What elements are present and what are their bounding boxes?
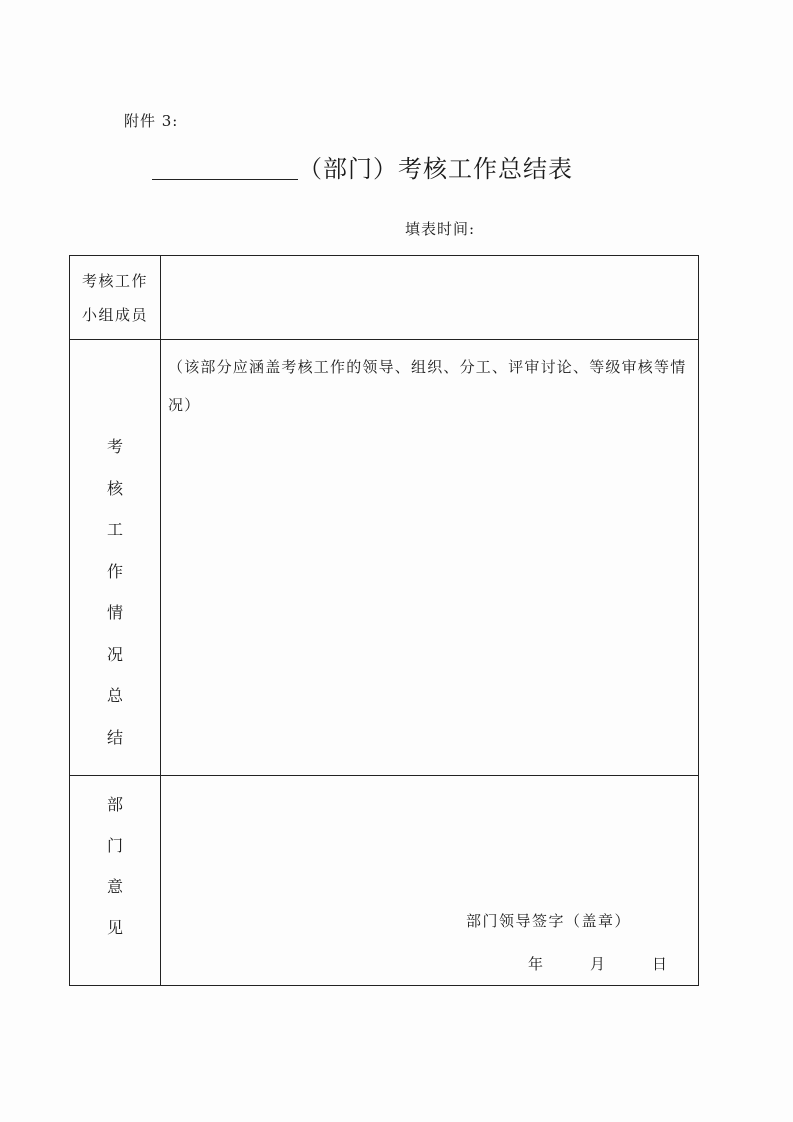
summary-label-char: 考	[106, 437, 123, 456]
summary-label-char: 作	[106, 561, 123, 581]
summary-label	[70, 426, 160, 758]
opinion-label-char: 门	[106, 836, 123, 855]
label-column-divider	[160, 256, 161, 985]
summary-label-char: 核	[106, 478, 123, 498]
members-label	[70, 256, 160, 339]
summary-label-char: 工	[106, 520, 123, 539]
attachment-label: 附件 3:	[124, 112, 179, 130]
summary-hint-text: （该部分应涵盖考核工作的领导、组织、分工、评审讨论、等级审核等情况）	[168, 358, 687, 414]
department-blank-line	[152, 179, 298, 180]
summary-label-char: 情	[106, 603, 123, 622]
opinion-label-char: 见	[106, 918, 123, 937]
opinion-label-char: 部	[106, 795, 123, 814]
fill-time-label: 填表时间:	[405, 220, 476, 238]
leader-signature-label: 部门领导签字（盖章）	[466, 912, 632, 930]
summary-label-char: 总	[106, 686, 123, 705]
members-label-line1: 考核工作	[81, 271, 148, 290]
opinion-label	[70, 784, 160, 948]
page-title: （部门）考核工作总结表	[298, 155, 573, 183]
date-month-label: 月	[590, 955, 606, 973]
signature-date	[528, 953, 667, 974]
summary-label-char: 况	[106, 644, 123, 664]
row-divider-summary	[70, 775, 698, 776]
date-year-label: 年	[528, 955, 544, 973]
title-row	[152, 144, 573, 184]
summary-label-char: 结	[106, 727, 123, 747]
opinion-label-char: 意	[106, 877, 123, 896]
members-label-line2: 小组成员	[81, 305, 148, 324]
date-day-label: 日	[652, 955, 668, 973]
row-divider-members	[70, 339, 698, 340]
summary-form-table	[69, 255, 699, 986]
